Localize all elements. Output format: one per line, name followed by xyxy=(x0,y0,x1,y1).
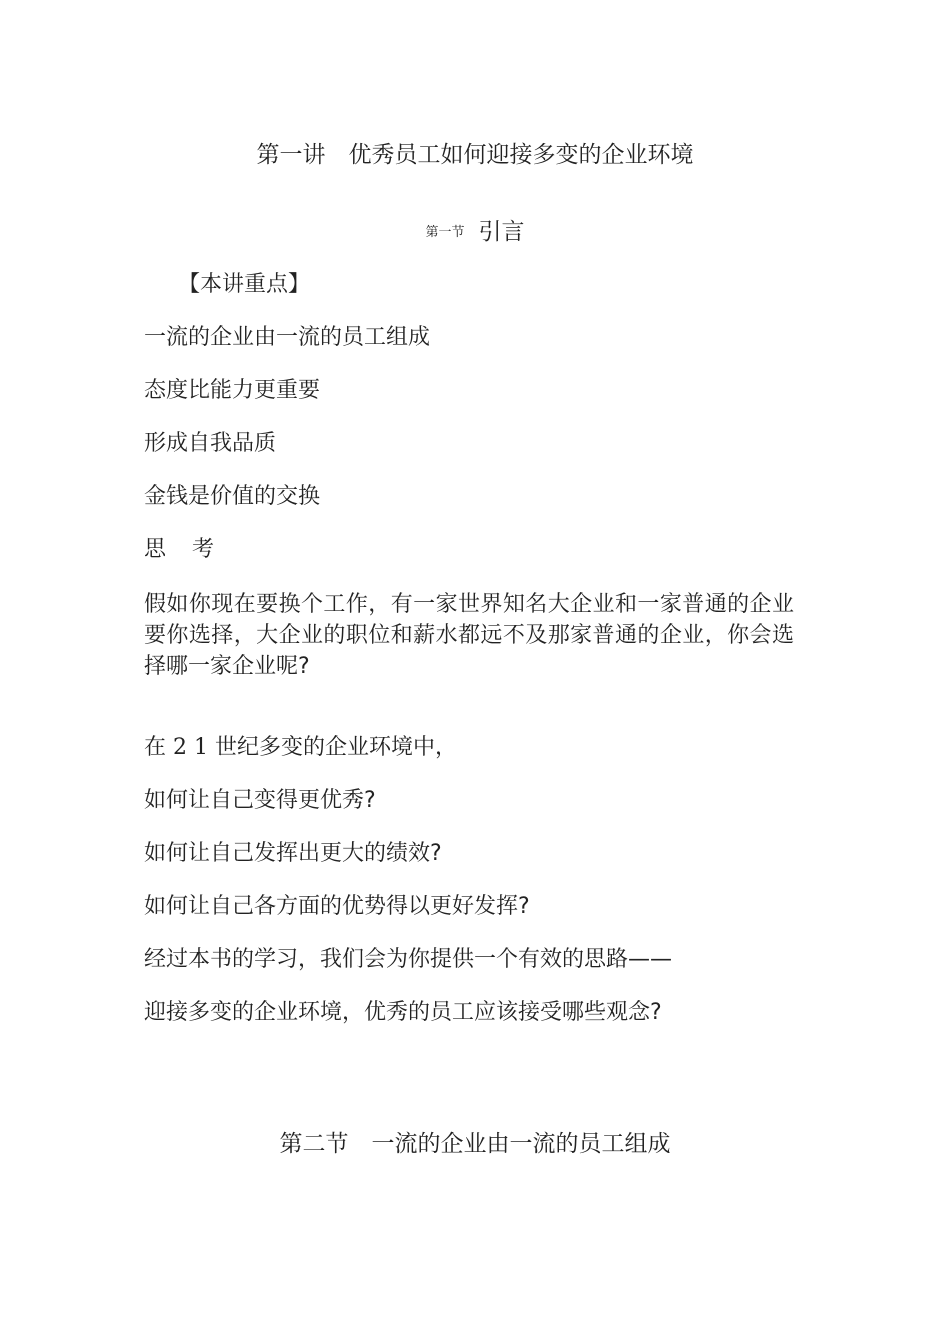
key-points-heading: 【本讲重点】 xyxy=(178,272,311,297)
question-item: 如何让自己变得更优秀? xyxy=(144,788,376,813)
intro-century-number: 2 1 xyxy=(173,735,209,760)
key-point-item: 态度比能力更重要 xyxy=(144,378,321,403)
section-heading-intro xyxy=(0,219,950,246)
question-item: 经过本书的学习，我们会为你提供一个有效的思路—— xyxy=(144,947,673,972)
intro-suffix: 世纪多变的企业环境中， xyxy=(215,735,458,760)
question-item: 迎接多变的企业环境，优秀的员工应该接受哪些观念? xyxy=(144,1000,662,1025)
section2-title: 第二节 一流的企业由一流的员工组成 xyxy=(279,1131,671,1157)
question-item: 如何让自己各方面的优势得以更好发挥? xyxy=(144,894,530,919)
intro-line xyxy=(144,735,457,761)
section-title: 引言 xyxy=(478,219,525,245)
think-paragraph: 假如你现在要换个工作，有一家世界知名大企业和一家普通的企业要你选择，大企业的职位和薪水都远不及那家普通的企业，你会选择哪一家企业呢? xyxy=(144,592,794,679)
lecture-title: 第一讲 优秀员工如何迎接多变的企业环境 xyxy=(256,142,694,168)
key-point-item: 形成自我品质 xyxy=(144,431,277,456)
intro-prefix: 在 xyxy=(144,735,167,760)
question-item: 如何让自己发挥出更大的绩效? xyxy=(144,841,442,866)
section-number: 第一节 xyxy=(425,225,465,240)
key-point-item: 金钱是价值的交换 xyxy=(144,484,321,509)
key-point-item: 一流的企业由一流的员工组成 xyxy=(144,325,431,350)
think-heading: 思考 xyxy=(144,537,241,562)
